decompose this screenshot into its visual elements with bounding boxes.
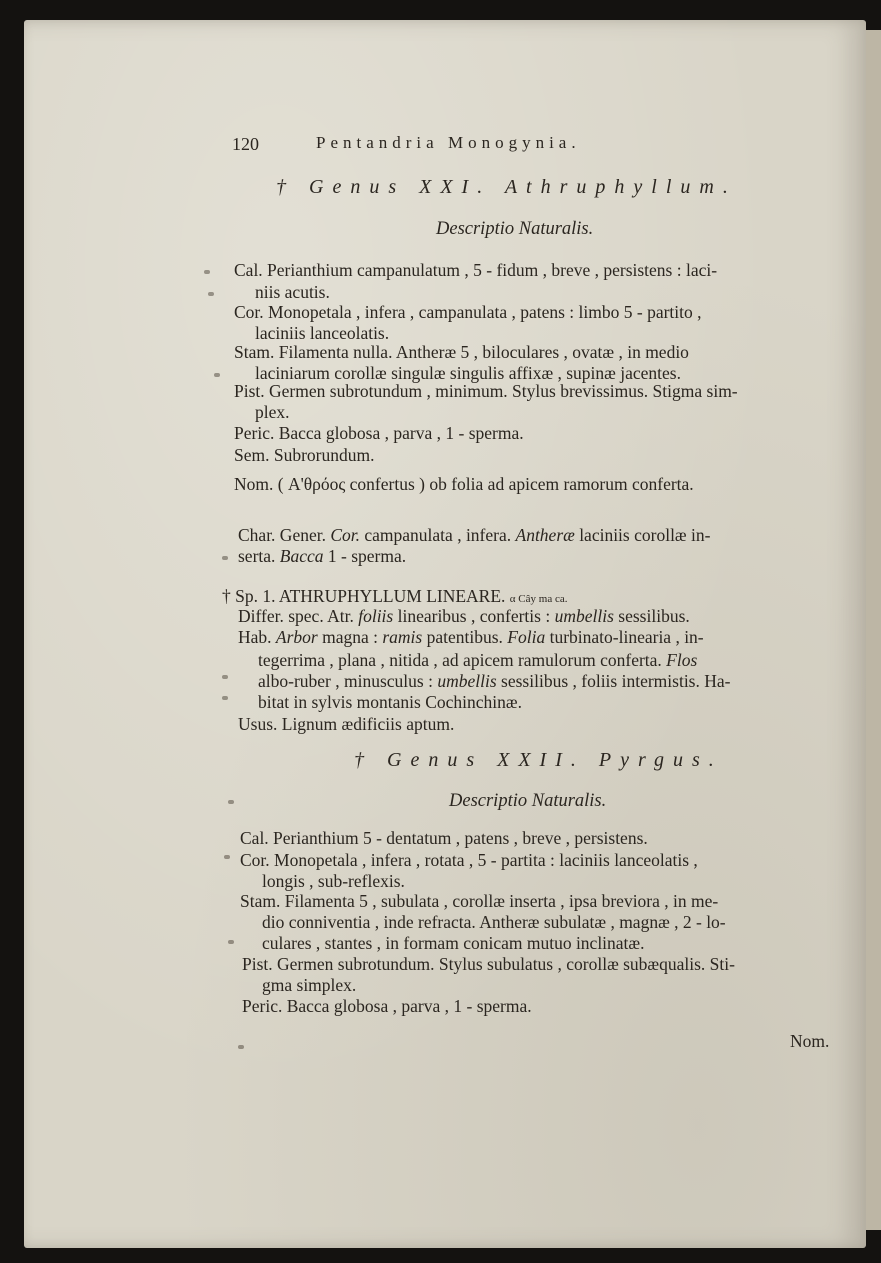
- book-page: [24, 20, 866, 1248]
- generic-character-line: serta. Bacca 1 - sperma.: [238, 546, 407, 566]
- margin-speck: [228, 940, 234, 944]
- description-line: plex.: [255, 402, 290, 422]
- catchword: Nom.: [790, 1031, 830, 1051]
- nomenclature-line: Nom. ( Α'θρόος confertus ) ob folia ad apicem ramorum conferta.: [234, 474, 694, 494]
- habitat-line: tegerrima , plana , nitida , ad apicem ramulorum conferta. Flos: [258, 650, 698, 670]
- description-line: dio conniventia , inde refracta. Antheræ subulatæ , magnæ , 2 - lo-: [262, 912, 726, 932]
- description-line: Stam. Filamenta 5 , subulata , corollæ inserta , ipsa breviora , in me-: [240, 891, 719, 911]
- description-line: Pist. Germen subrotundum , minimum. Stylus brevissimus. Stigma sim-: [234, 381, 738, 401]
- margin-speck: [224, 855, 230, 859]
- margin-speck: [222, 556, 228, 560]
- description-line: laciniarum corollæ singulæ singulis affixæ , supinæ jacentes.: [255, 363, 681, 383]
- genus-heading: † Genus XXI. Athruphyllum.: [276, 176, 737, 198]
- habitat-line: albo-ruber , minusculus : umbellis sessilibus , foliis intermistis. Ha-: [258, 671, 731, 691]
- genus-heading: † Genus XXII. Pyrgus.: [354, 749, 723, 771]
- description-line: gma simplex.: [262, 975, 357, 995]
- description-line: Stam. Filamenta nulla. Antheræ 5 , biloculares , ovatæ , in medio: [234, 342, 689, 362]
- description-line: longis , sub-reflexis.: [262, 871, 405, 891]
- description-line: Pist. Germen subrotundum. Stylus subulatus , corollæ subæqualis. Sti-: [242, 954, 735, 974]
- page-number: 120: [232, 134, 259, 154]
- margin-speck: [208, 292, 214, 296]
- description-line: culares , stantes , in formam conicam mutuo inclinatæ.: [262, 933, 645, 953]
- section-subheading: Descriptio Naturalis.: [436, 219, 594, 239]
- running-title: Pentandria Monogynia.: [316, 133, 581, 152]
- description-line: Cal. Perianthium campanulatum , 5 - fidum , breve , persistens : laci-: [234, 260, 718, 280]
- habitat-line: Hab. Arbor magna : ramis patentibus. Folia turbinato-linearia , in-: [238, 627, 704, 647]
- margin-speck: [222, 675, 228, 679]
- description-line: Cor. Monopetala , infera , campanulata , patens : limbo 5 - partito ,: [234, 302, 702, 322]
- margin-speck: [228, 800, 234, 804]
- description-line: Sem. Subrorundum.: [234, 445, 375, 465]
- description-line: Peric. Bacca globosa , parva , 1 - sperma.: [234, 423, 524, 443]
- margin-speck: [204, 270, 210, 274]
- species-differentia: Differ. spec. Atr. foliis linearibus , confertis : umbellis sessilibus.: [238, 606, 690, 626]
- margin-speck: [238, 1045, 244, 1049]
- description-line: niis acutis.: [255, 282, 330, 302]
- species-title: † Sp. 1. ATHRUPHYLLUM LINEARE. α Cây ma ca.: [222, 586, 568, 606]
- margin-speck: [214, 373, 220, 377]
- vernacular-name: α Cây ma ca.: [509, 593, 568, 605]
- description-line: laciniis lanceolatis.: [255, 323, 390, 343]
- section-subheading: Descriptio Naturalis.: [449, 791, 607, 811]
- generic-character-line: Char. Gener. Cor. campanulata , infera. Antheræ laciniis corollæ in-: [238, 525, 711, 545]
- usage-line: Usus. Lignum ædificiis aptum.: [238, 714, 455, 734]
- habitat-line: bitat in sylvis montanis Cochinchinæ.: [258, 692, 522, 712]
- description-line: Cal. Perianthium 5 - dentatum , patens , breve , persistens.: [240, 828, 648, 848]
- description-line: Cor. Monopetala , infera , rotata , 5 - partita : laciniis lanceolatis ,: [240, 850, 698, 870]
- margin-speck: [222, 696, 228, 700]
- description-line: Peric. Bacca globosa , parva , 1 - sperma.: [242, 996, 532, 1016]
